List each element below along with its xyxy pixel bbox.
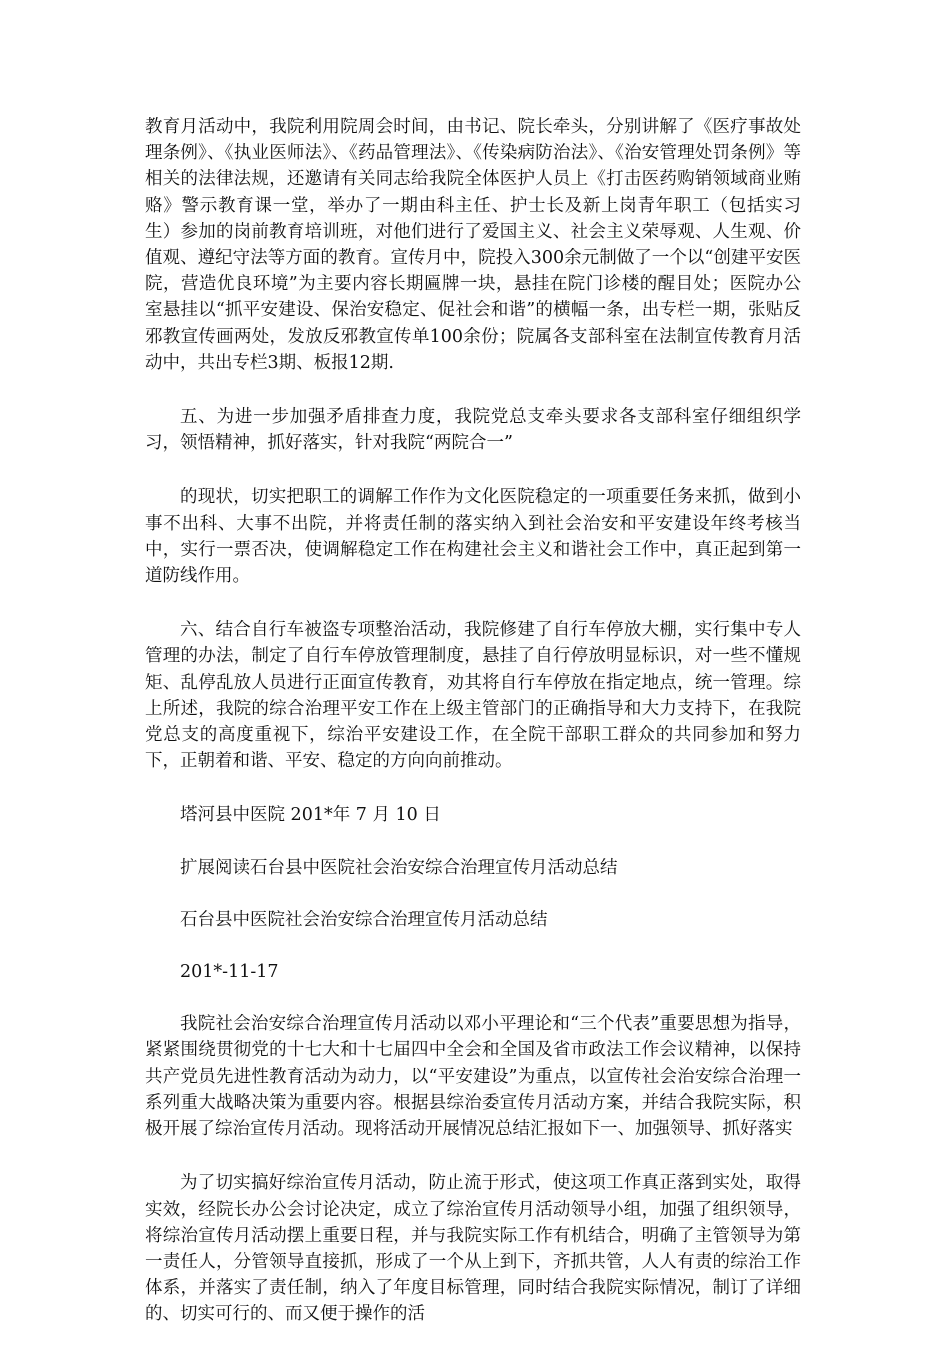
extended-reading-heading: 扩展阅读石台县中医院社会治安综合治理宣传月活动总结 (180, 857, 618, 878)
paragraph-section-six: 六、结合自行车被盗专项整治活动，我院修建了自行车停放大棚，实行集中专人管理的办法，制定了自行车停放管理制度，悬挂了自行停放明显标识，对一些不懂规矩、乱停乱放人员进行正面宣传教育，劝其将自行车停放在指定地点，统一管理。综上所述，我院的综合治理平安工作在上级主管部门的正确指导和大力支持下，在我院党总支的高度重视下，综治平安建设工作，在全院干部职工群众的共同参加和努力下，正朝着和谐、平安、稳定的方向向前推动。 (145, 620, 801, 772)
paragraph-intro: 我院社会治安综合治理宣传月活动以邓小平理论和“三个代表”重要思想为指导，紧紧围绕贯彻党的十七大和十七届四中全会和全国及省市政法工作会议精神，以保持共产党员先进性教育活动为动力，以“平安建设”为重点，以宣传社会治安综合治理一系列重大战略决策为重要内容。根据县综治委宣传月活动方案，并结合我院实际，积极开展了综治宣传月活动。现将活动开展情况总结汇报如下一、加强领导、抓好落实 (145, 1014, 801, 1140)
signature-date-line: 塔河县中医院 201*年 7 月 10 日 (180, 805, 441, 826)
paragraph-section-five: 五、为进一步加强矛盾排查力度，我院党总支牵头要求各支部科室仔细组织学习，领悟精神，抓好落实，针对我院“两院合一” (145, 407, 801, 454)
article-title: 石台县中医院社会治安综合治理宣传月活动总结 (180, 909, 548, 930)
article-date: 201*-11-17 (180, 962, 279, 983)
document-body (145, 114, 801, 1356)
paragraph-mediation: 的现状，切实把职工的调解工作作为文化医院稳定的一项重要任务来抓，做到小事不出科、大事不出院，并将责任制的落实纳入到社会治安和平安建设年终考核当中，实行一票否决，使调解稳定工作在构建社会主义和谐社会工作中，真正起到第一道防线作用。 (145, 487, 801, 587)
paragraph-leadership: 为了切实搞好综治宣传月活动，防止流于形式，使这项工作真正落到实处，取得实效，经院长办公会讨论决定，成立了综治宣传月活动领导小组，加强了组织领导，将综治宣传月活动摆上重要日程，并与我院实际工作有机结合，明确了主管领导为第一责任人，分管领导直接抓，形成了一个从上到下，齐抓共管，人人有责的综治工作体系，并落实了责任制，纳入了年度目标管理，同时结合我院实际情况，制订了详细的、切实可行的、而又便于操作的活 (145, 1173, 801, 1325)
paragraph-legal-education: 教育月活动中，我院利用院周会时间，由书记、院长牵头，分别讲解了《医疗事故处理条例》、《执业医师法》、《药品管理法》、《传染病防治法》、《治安管理处罚条例》等相关的法律法规，还邀请有关同志给我院全体医护人员上《打击医药购销领域商业贿赂》警示教育课一堂，举办了一期由科主任、护士长及新上岗青年职工（包括实习生）参加的岗前教育培训班，对他们进行了爱国主义、社会主义荣辱观、人生观、价值观、遵纪守法等方面的教育。宣传月中，院投入300余元制做了一个以“创建平安医院，营造优良环境”为主要内容长期匾牌一块，悬挂在院门诊楼的醒目处；医院办公室悬挂以“抓平安建设、保治安稳定、促社会和谐”的横幅一条，出专栏一期，张贴反邪教宣传画两处，发放反邪教宣传单100余份；院属各支部科室在法制宣传教育月活动中，共出专栏3期、板报12期. (145, 117, 801, 373)
